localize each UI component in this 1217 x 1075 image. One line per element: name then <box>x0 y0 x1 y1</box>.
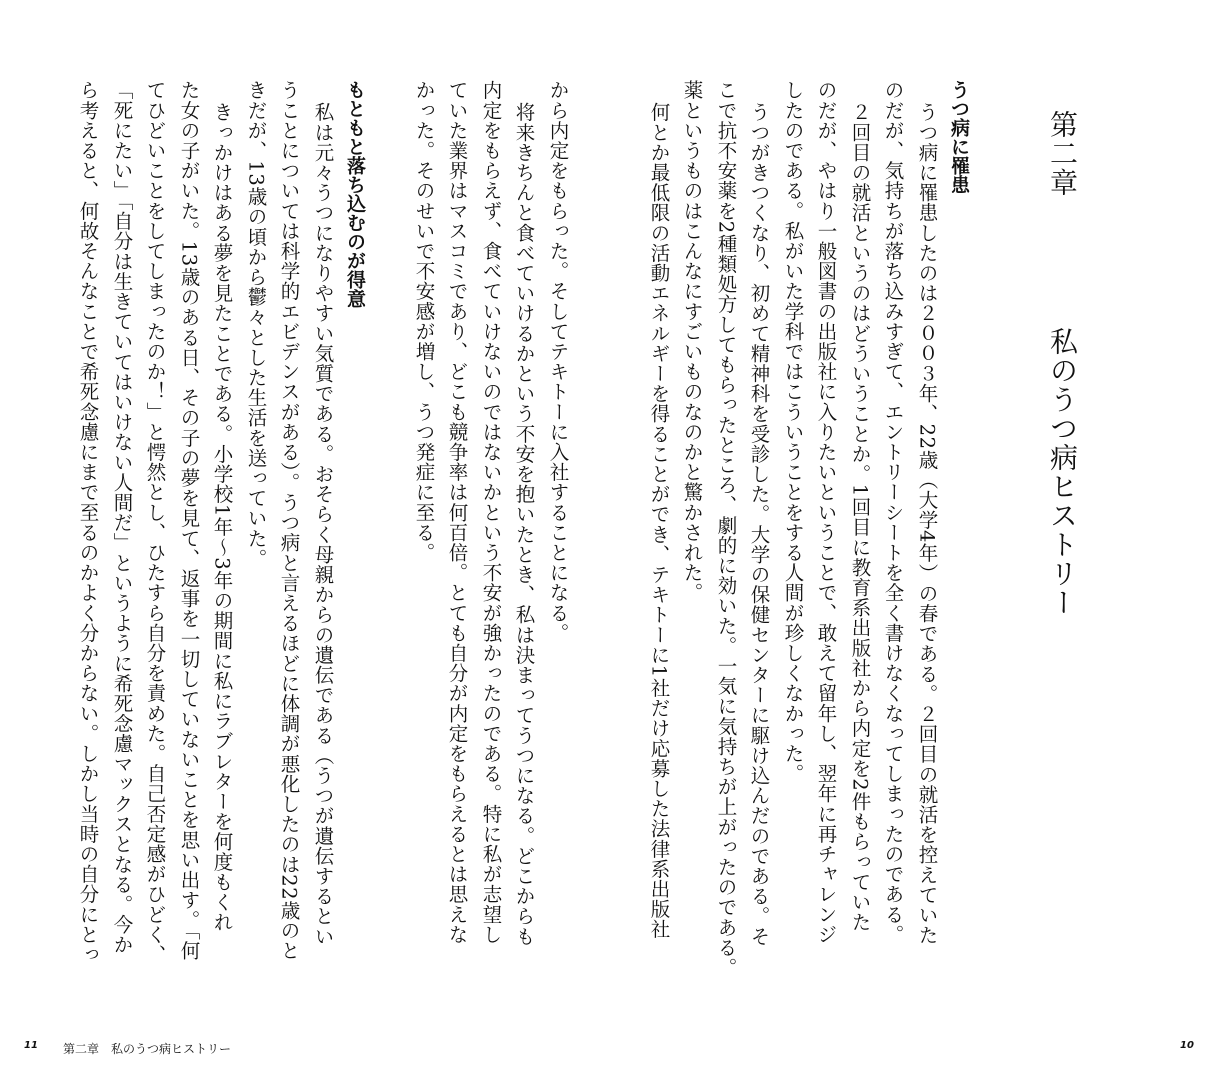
body-line: から内定をもらった。そしてテキトーに入社することになる。 <box>546 80 570 643</box>
left-page-number: 11 <box>24 1040 38 1051</box>
body-line: うつがきつくなり、初めて精神科を受診した。大学の保健センターに駆け込んだのである。そ <box>747 102 771 947</box>
right-page-number: 10 <box>1180 1040 1194 1051</box>
body-line: 「死にたい」「自分は生きていてはいけない人間だ」というように希死念慮マックスとなる。今か <box>110 80 134 955</box>
chapter-title-text: 私のうつ病ヒストリー <box>1046 327 1079 617</box>
body-line: したのである。私がいた学科ではこういうことをする人間が珍しくなかった。 <box>781 80 805 784</box>
body-line: てひどいことをしてしまったのか！」と愕然とし、ひたすら自分を責めた。自己否定感がひどく、 <box>143 80 167 965</box>
body-line: うことについては科学的エビデンスがある）。うつ病と言えるほどに体調が悪化したのは22歳のと <box>277 80 301 961</box>
body-line: た女の子がいた。13歳のある日、その子の夢を見て、返事を一切していないことを思い出す。「何 <box>177 80 201 961</box>
body-line: こで抗不安薬を2種類処方してもらったところ、劇的に効いた。一気に気持ちが上がったのである。 <box>714 80 738 978</box>
body-line: のだが、気持ちが落ち込みすぎて、エントリーシートを全く書けなくなってしまったのである。 <box>881 80 905 945</box>
body-line: 何とか最低限の活動エネルギーを得ることができ、テキトーに1社だけ応募した法律系出版社 <box>647 102 671 940</box>
body-line: 私は元々うつになりやすい気質である。おそらく母親からの遺伝である（うつが遺伝するとい <box>311 102 335 947</box>
body-line: きっかけはある夢を見たことである。小学校1年～3年の期間に私にラブレターを何度もくれ <box>210 102 234 933</box>
body-line: うつ病に罹患したのは２００３年、22歳（大学4年）の春である。２回目の就活を控えていた <box>915 102 939 946</box>
body-line: ２回目の就活というのはどういうことか。1回目に教育系出版社から内定を2件もらっていた <box>848 102 872 933</box>
body-line: 薬というものはこんなにすごいものなのかと驚かされた。 <box>680 80 704 603</box>
running-head: 第二章 私のうつ病ヒストリー <box>63 1042 232 1056</box>
body-line: 将来きちんと食べていけるかという不安を抱いたとき、私は決まってうつになる。どこからも <box>512 102 536 947</box>
chapter-label: 第二章 <box>1046 110 1079 197</box>
body-line: ら考えると、何故そんなことで希死念慮にまで至るのかよく分からない。しかし当時の自分にとっ <box>76 80 100 965</box>
chapter-title <box>1046 110 1079 617</box>
body-line: ていた業界はマスコミであり、どこも競争率は何百倍。とても自分が内定をもらえるとは思えな <box>445 80 469 945</box>
body-line: のだが、やはり一般図書の出版社に入りたいということで、敢えて留年し、翌年に再チャレンジ <box>814 80 838 945</box>
body-line: きだが、13歳の頃から鬱々とした生活を送っていた。 <box>244 80 268 569</box>
section-heading-2: もともと落ち込むのが得意 <box>344 80 366 308</box>
body-line: 内定をもらえず、食べていけないのではないかという不安が強かったのである。特に私が志望し <box>479 80 503 945</box>
body-line: かった。そのせいで不安感が増し、うつ発症に至る。 <box>412 80 436 563</box>
section-heading-1: うつ病に罹患 <box>948 80 970 194</box>
